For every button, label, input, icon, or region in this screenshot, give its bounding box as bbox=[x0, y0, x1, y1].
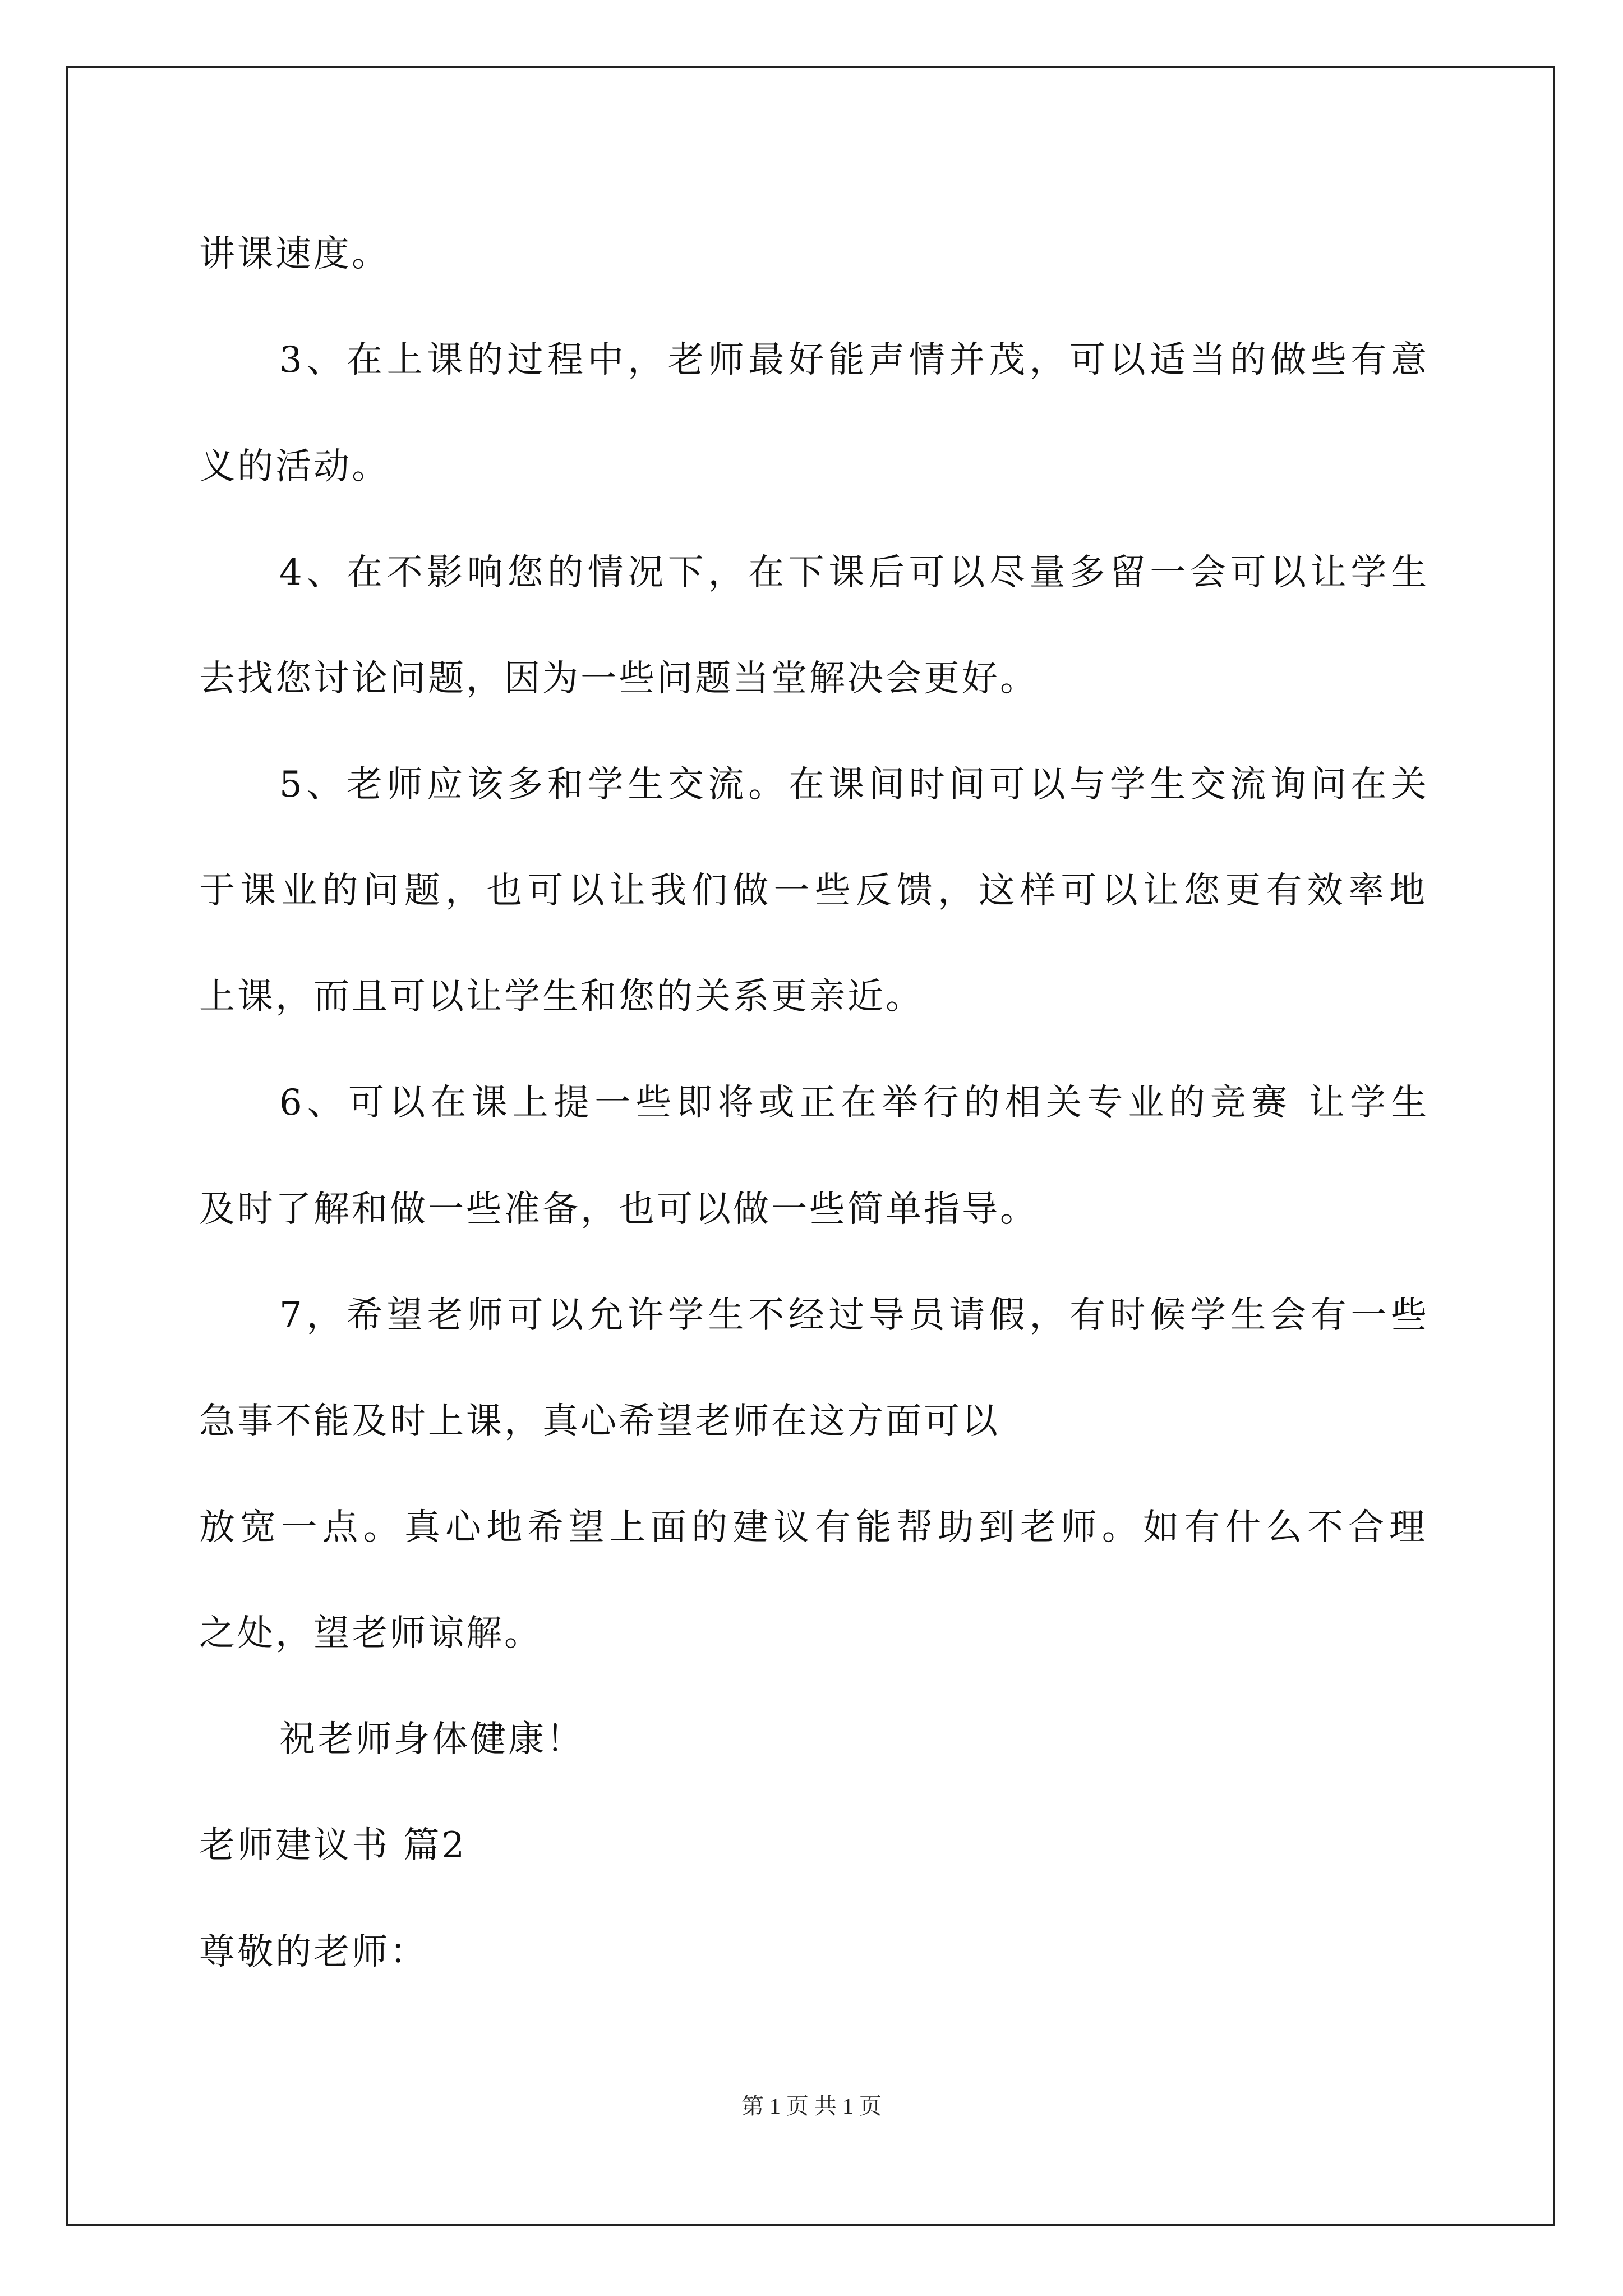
text-line: 讲课速度。 bbox=[199, 233, 390, 275]
text-line: 急事不能及时上课，真心希望老师在这方面可以 bbox=[199, 1401, 1000, 1442]
text-line: 义的活动。 bbox=[199, 446, 390, 487]
paragraph-3-line: 3、在上课的过程中，老师最好能声情并茂，可以适当的做些有意 bbox=[279, 339, 1429, 381]
paragraph-7-line: 7，希望老师可以允许学生不经过导员请假，有时候学生会有一些 bbox=[279, 1295, 1429, 1336]
text-line: 放宽一点。真心地希望上面的建议有能帮助到老师。如有什么不合理 bbox=[199, 1507, 1427, 1548]
page-footer: 第 1 页 共 1 页 bbox=[741, 2093, 882, 2119]
salutation: 尊敬的老师： bbox=[199, 1931, 428, 1973]
paragraph-4-line: 4、在不影响您的情况下，在下课后可以尽量多留一会可以让学生 bbox=[279, 552, 1429, 593]
section-heading: 老师建议书 篇2 bbox=[199, 1825, 467, 1866]
text-line: 上课，而且可以让学生和您的关系更亲近。 bbox=[199, 976, 924, 1018]
paragraph-6-line: 6、可以在课上提一些即将或正在举行的相关专业的竞赛 让学生 bbox=[279, 1082, 1429, 1124]
text-line: 于课业的问题，也可以让我们做一些反馈，这样可以让您更有效率地 bbox=[199, 870, 1427, 912]
closing-wish: 祝老师身体健康！ bbox=[279, 1719, 584, 1760]
text-line: 及时了解和做一些准备，也可以做一些简单指导。 bbox=[199, 1189, 1038, 1230]
text-line: 去找您讨论问题，因为一些问题当堂解决会更好。 bbox=[199, 658, 1038, 700]
page-border bbox=[66, 66, 1555, 2226]
paragraph-5-line: 5、老师应该多和学生交流。在课间时间可以与学生交流询问在关 bbox=[279, 764, 1429, 806]
text-line: 之处，望老师谅解。 bbox=[199, 1613, 542, 1654]
